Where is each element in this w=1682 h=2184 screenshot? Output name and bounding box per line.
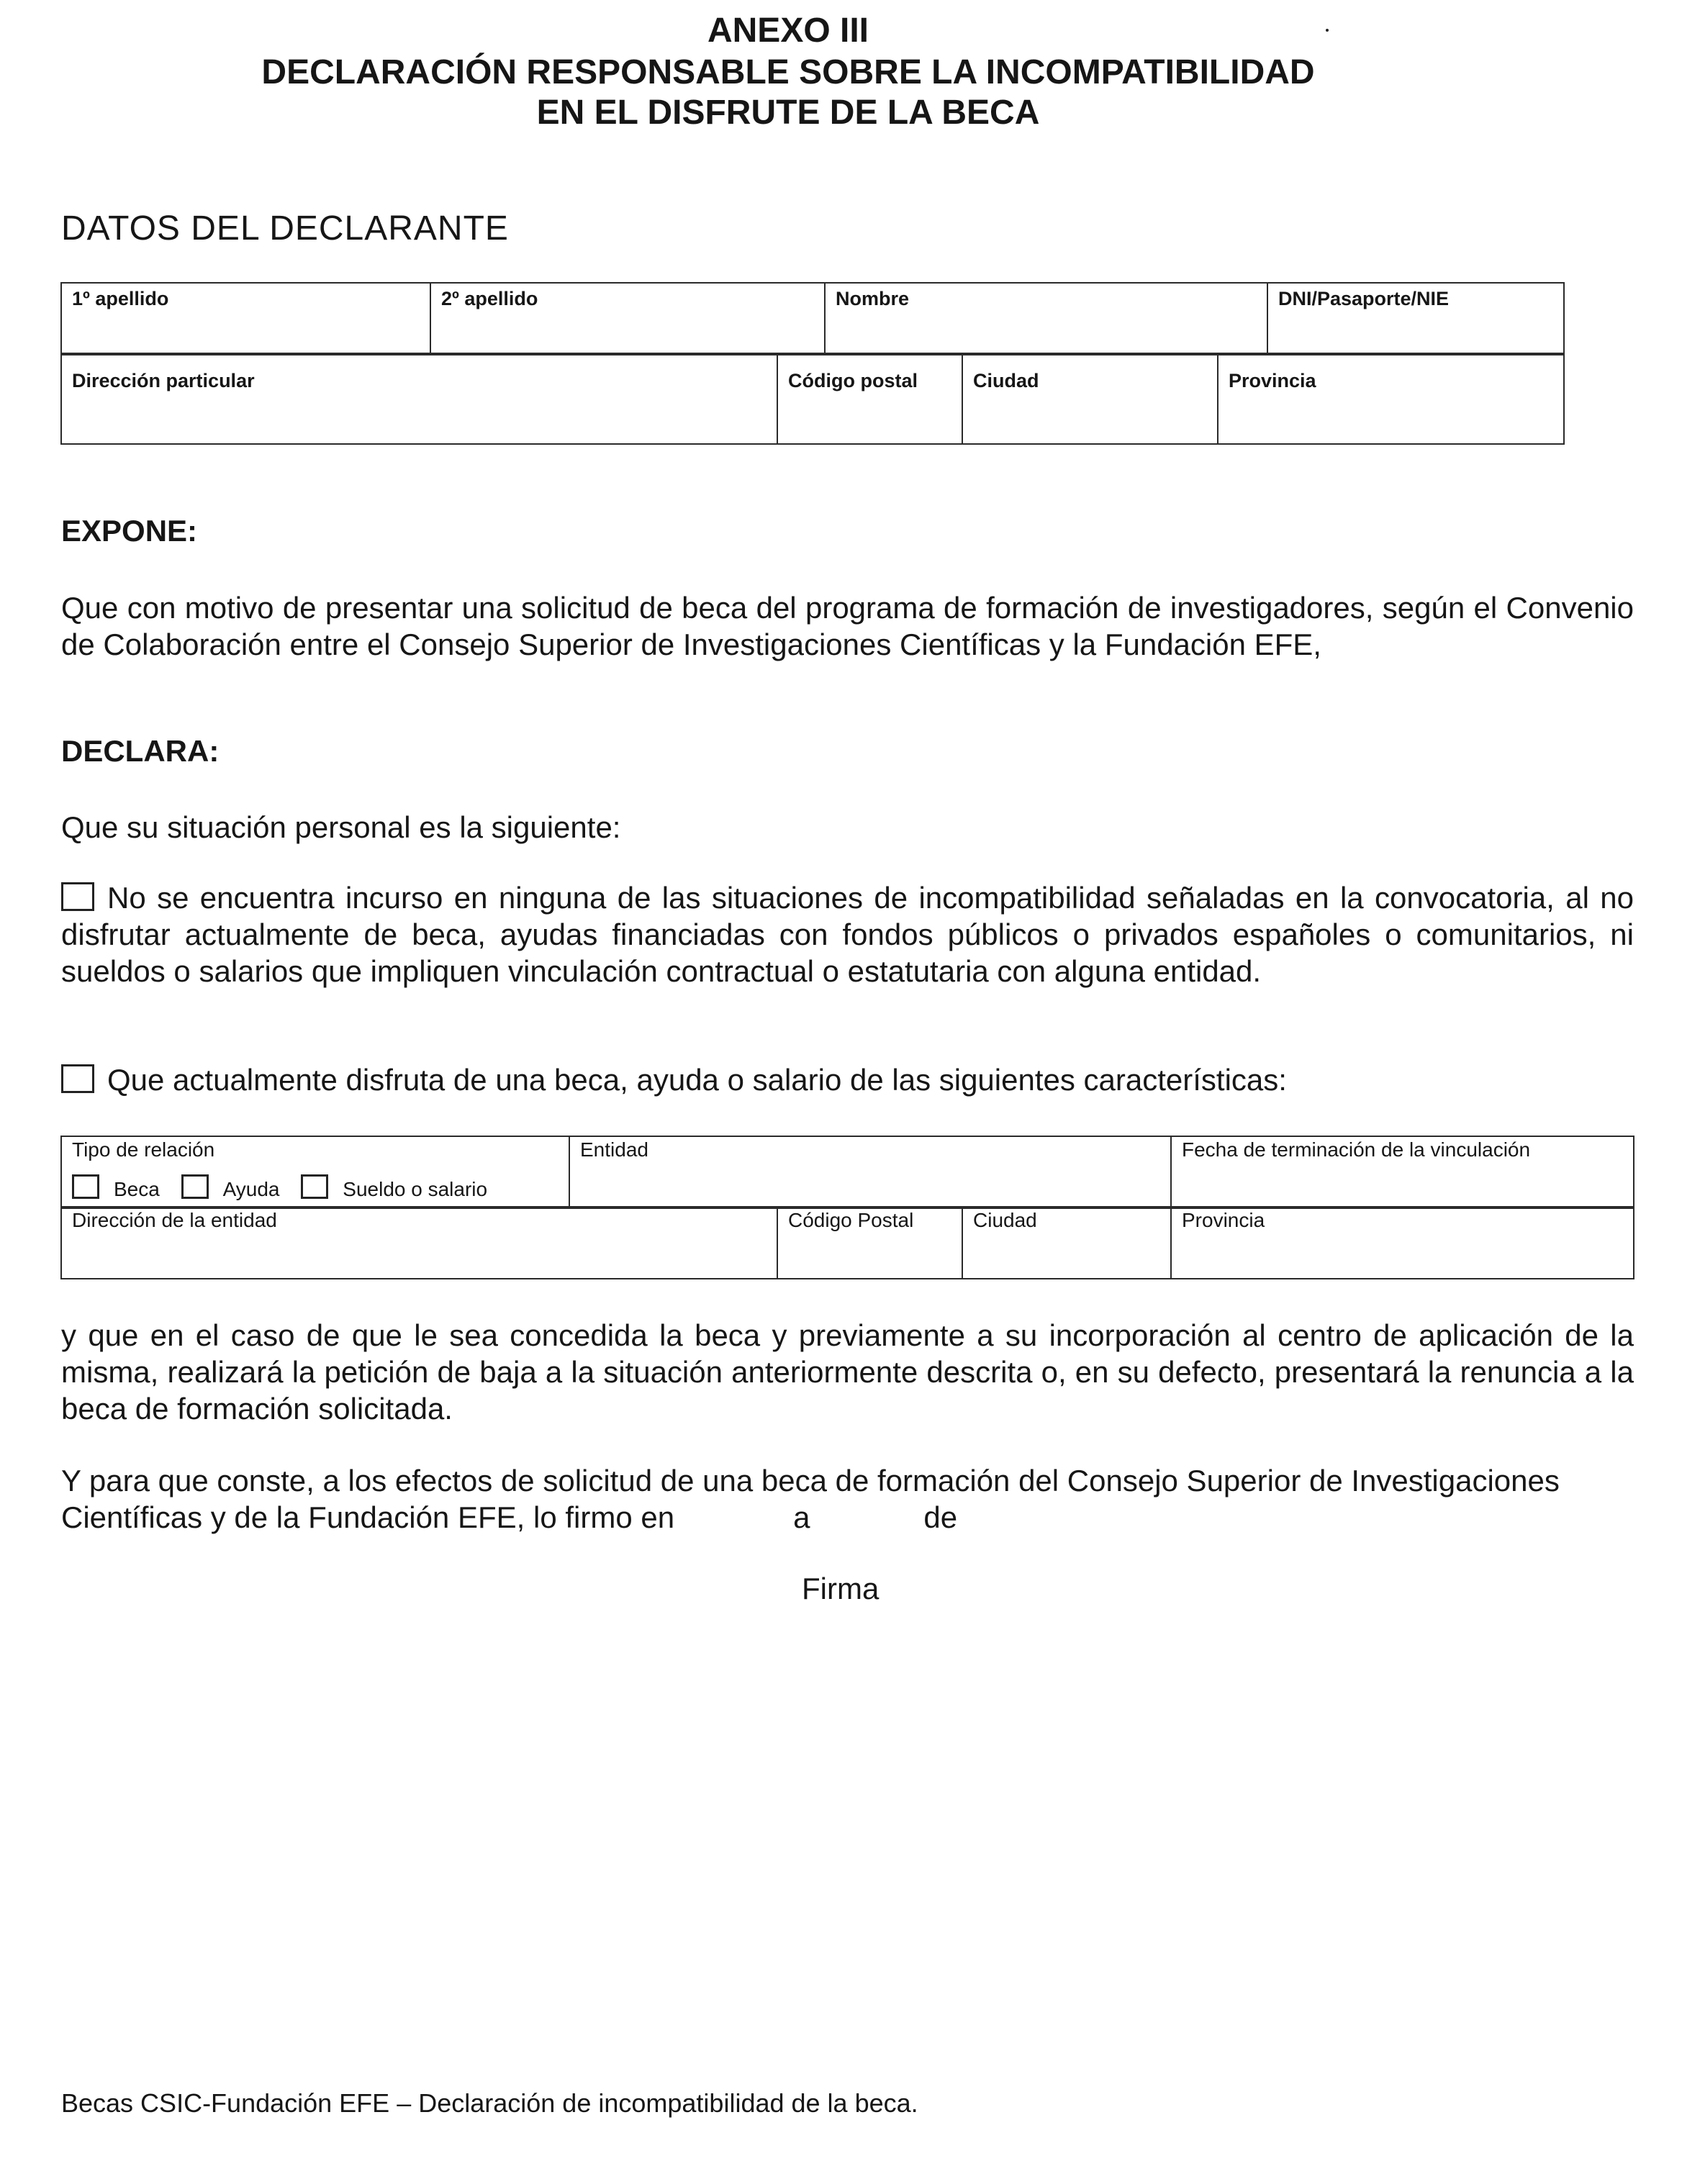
checkbox-current-grant[interactable] <box>61 1064 94 1093</box>
ciudad-field[interactable]: Ciudad <box>962 353 1218 444</box>
fecha-terminacion-field[interactable]: Fecha de terminación de la vinculación <box>1171 1136 1634 1208</box>
scan-dot <box>1326 29 1329 32</box>
entidad-codigo-postal-field[interactable]: Código Postal <box>777 1207 962 1279</box>
tipo-relacion-options <box>72 1174 559 1201</box>
signature-statement-text: Y para que conste, a los efectos de solicitud de una beca de formación del Consejo Superior de Investigaciones Científicas y de la Fundación EFE, lo firmo en <box>61 1464 1560 1534</box>
declarante-heading: DATOS DEL DECLARANTE <box>61 209 509 248</box>
option-sueldo-label: Sueldo o salario <box>343 1178 488 1200</box>
declara-intro: Que su situación personal es la siguiente: <box>61 810 621 844</box>
expone-heading: EXPONE: <box>61 514 198 548</box>
declarante-table-row2 <box>60 353 1565 445</box>
declara-heading: DECLARA: <box>61 734 220 768</box>
annex-title: ANEXO III <box>707 12 869 50</box>
signature-de: de <box>923 1500 958 1534</box>
checkbox-no-incompatibility[interactable] <box>61 882 94 911</box>
direccion-field[interactable]: Dirección particular <box>61 353 777 444</box>
nombre-field[interactable]: Nombre <box>825 283 1267 355</box>
tipo-relacion-cell <box>61 1136 569 1208</box>
expone-text: Que con motivo de presentar una solicitud de beca del programa de formación de investigadores, según el Convenio de Colaboración entre el Consejo Superior de Investigaciones Científicas y la Fundación EFE, <box>61 591 1634 661</box>
entidad-table <box>60 1136 1634 1209</box>
provincia-field[interactable]: Provincia <box>1218 353 1564 444</box>
closing-text: y que en el caso de que le sea concedida la beca y previamente a su incorporación al centro de aplicación de la misma, realizará la petición de baja a la situación anteriormente descrita o, en su defecto, presentará la renuncia a la beca de formación solicitada. <box>61 1318 1634 1426</box>
tipo-relacion-label: Tipo de relación <box>72 1138 215 1161</box>
entidad-table-row2 <box>60 1206 1634 1279</box>
option-no-incompatibility <box>61 879 1634 989</box>
dni-field[interactable]: DNI/Pasaporte/NIE <box>1267 283 1564 355</box>
option-ayuda[interactable] <box>181 1174 280 1201</box>
page-footer: Becas CSIC-Fundación EFE – Declaración de incompatibilidad de la beca. <box>61 2088 918 2118</box>
option-beca[interactable] <box>72 1174 160 1201</box>
option-sueldo[interactable] <box>301 1174 487 1201</box>
option-ayuda-label: Ayuda <box>222 1178 280 1200</box>
signature-a: a <box>793 1500 810 1534</box>
option-current-grant <box>61 1061 1634 1098</box>
option-no-incompatibility-text: No se encuentra incurso en ninguna de las situaciones de incompatibilidad señaladas en la convocatoria, al no disfrutar actualmente de beca, ayudas financiadas con fondos públicos o privados españoles o comunitarios, ni sueldos o salarios que impliquen vinculación contractual o estatutaria con alguna entidad. <box>61 881 1634 988</box>
signature-statement <box>61 1462 1634 1536</box>
checkbox-beca[interactable] <box>72 1174 99 1199</box>
apellido1-field[interactable]: 1º apellido <box>61 283 430 355</box>
apellido2-field[interactable]: 2º apellido <box>430 283 825 355</box>
entidad-provincia-field[interactable]: Provincia <box>1171 1207 1634 1279</box>
checkbox-sueldo[interactable] <box>301 1174 328 1199</box>
option-current-grant-text: Que actualmente disfruta de una beca, ayuda o salario de las siguientes características: <box>107 1063 1287 1097</box>
codigo-postal-field[interactable]: Código postal <box>777 353 962 444</box>
entidad-field[interactable]: Entidad <box>569 1136 1171 1208</box>
entidad-ciudad-field[interactable]: Ciudad <box>962 1207 1171 1279</box>
document-title: DECLARACIÓN RESPONSABLE SOBRE LA INCOMPATIBILIDAD <box>261 53 1315 91</box>
direccion-entidad-field[interactable]: Dirección de la entidad <box>61 1207 777 1279</box>
option-beca-label: Beca <box>114 1178 160 1200</box>
firma-label: Firma <box>802 1572 880 1605</box>
document-subtitle: EN EL DISFRUTE DE LA BECA <box>536 94 1040 132</box>
declarante-table <box>60 282 1565 355</box>
checkbox-ayuda[interactable] <box>181 1174 209 1199</box>
